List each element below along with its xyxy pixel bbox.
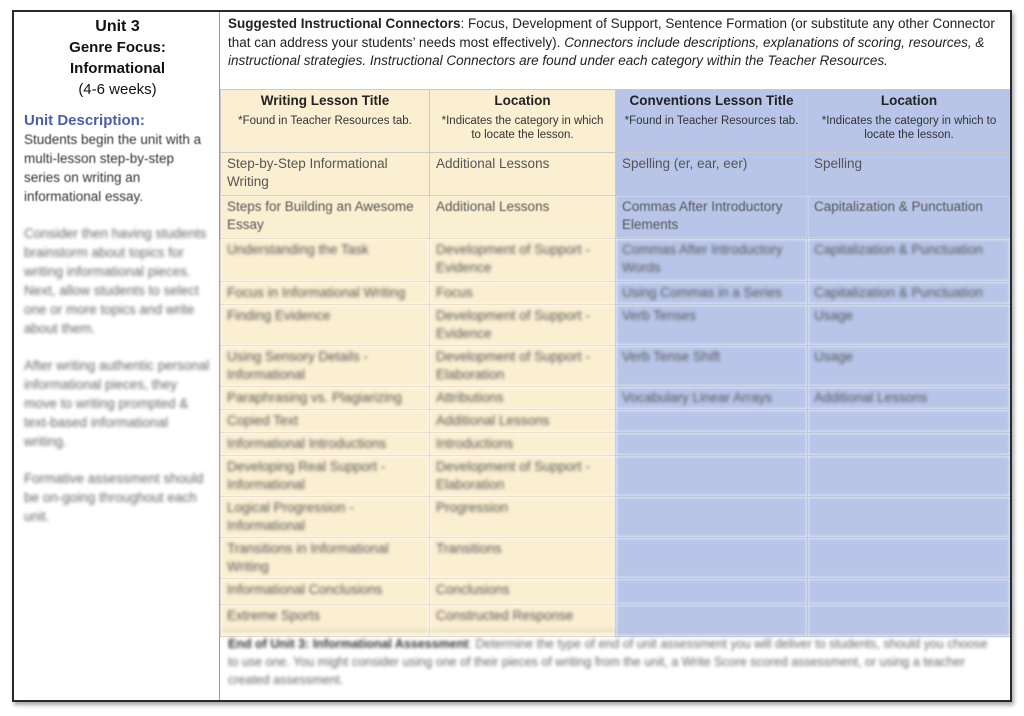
writing-lesson-title-cell: Paraphrasing vs. Plagiarizing [221,387,430,410]
writing-lesson-title-cell: Understanding the Task [221,239,430,282]
table-row [221,433,1011,456]
writing-location-cell: Development of Support - Evidence [430,239,616,282]
lesson-rows [221,153,1011,637]
table-row [221,456,1011,497]
writing-lesson-title-cell: Copied Text [221,410,430,433]
description-paragraph-1: Students begin the unit with a multi-lesson step-by-step series on writing an informational essay. [24,132,202,204]
writing-lesson-title-cell: Logical Progression - Informational [221,497,430,538]
conventions-lesson-title-cell [616,497,808,538]
header-writing-location-note: *Indicates the category in which to locate the lesson. [441,115,604,141]
table-row [221,497,1011,538]
conventions-location-cell: Additional Lessons [808,387,1011,410]
lesson-plan-column [220,12,1010,700]
writing-location-cell: Conclusions [430,579,616,605]
writing-lesson-title-cell: Finding Evidence [221,305,430,346]
table-row [221,410,1011,433]
genre-value: Informational [69,60,165,77]
header-conventions-location [808,90,1011,153]
unit-header [24,16,211,100]
table-row [221,196,1011,239]
writing-location-cell: Additional Lessons [430,196,616,239]
conventions-location-cell [808,538,1011,579]
writing-location-cell: Transitions [430,538,616,579]
writing-location-cell: Additional Lessons [430,153,616,196]
conventions-lesson-title-cell: Verb Tense Shift [616,346,808,387]
header-conventions-lesson-title [616,90,808,153]
table-row [221,282,1011,305]
header-writing-title-text: Writing Lesson Title [260,93,390,108]
writing-location-cell: Attributions [430,387,616,410]
table-row [221,153,1011,196]
conventions-location-cell [808,456,1011,497]
table-row [221,239,1011,282]
conventions-location-cell: Capitalization & Punctuation [808,282,1011,305]
description-paragraph-2: Consider then having students brainstorm about topics for writing informational pieces. Next, allow students to select one or more topics and write about them. [24,226,207,336]
conventions-lesson-title-cell [616,538,808,579]
conventions-lesson-title-cell: Using Commas in a Series [616,282,808,305]
table-row [221,579,1011,605]
unit-overview-column [14,12,220,700]
conventions-lesson-title-cell [616,410,808,433]
conventions-lesson-title-cell: Vocabulary Linear Arrays [616,387,808,410]
table-row [221,538,1011,579]
end-of-unit-assessment [220,630,1010,700]
writing-location-cell: Introductions [430,433,616,456]
writing-lesson-title-cell: Developing Real Support - Informational [221,456,430,497]
connectors-label: Suggested Instructional Connectors [228,16,461,31]
conventions-lesson-title-cell [616,579,808,605]
writing-location-cell: Additional Lessons [430,410,616,433]
writing-lesson-title-cell: Step-by-Step Informational Writing [221,153,430,196]
writing-lesson-title-cell: Focus in Informational Writing [221,282,430,305]
header-writing-lesson-title [221,90,430,153]
header-writing-location-text: Location [494,93,551,108]
unit-plan-page [12,10,1012,702]
header-writing-title-note: *Found in Teacher Resources tab. [238,115,412,127]
conventions-lesson-title-cell [616,456,808,497]
assessment-text: : Determine the type of end of unit assessment you will deliver to students, should you choose to use one. You might consider using one of their pieces of writing from the unit, a Write Score scored assessment, or using a teacher created assessment. [228,637,988,687]
connectors-text: : Focus, Development of Support, Sentence Formation (or substitute any other Connector that can address your students’ needs most effectively). [228,16,995,50]
conventions-location-cell: Capitalization & Punctuation [808,196,1011,239]
conventions-location-cell [808,433,1011,456]
instructional-connectors [220,12,1010,89]
writing-lesson-title-cell: Informational Conclusions [221,579,430,605]
header-conventions-title-text: Conventions Lesson Title [629,93,794,108]
writing-location-cell: Development of Support - Evidence [430,305,616,346]
writing-location-cell: Development of Support - Elaboration [430,346,616,387]
writing-location-cell: Focus [430,282,616,305]
writing-lesson-title-cell: Transitions in Informational Writing [221,538,430,579]
conventions-location-cell [808,497,1011,538]
conventions-lesson-title-cell: Verb Tenses [616,305,808,346]
conventions-location-cell: Usage [808,346,1011,387]
unit-description-heading: Unit Description: [24,112,145,129]
writing-lesson-title-cell: Informational Introductions [221,433,430,456]
writing-location-cell: Constructed Response [430,605,616,637]
conventions-location-cell [808,410,1011,433]
conventions-location-cell [808,579,1011,605]
unit-duration: (4-6 weeks) [78,81,157,98]
genre-label: Genre Focus: [69,39,166,56]
conventions-lesson-title-cell: Commas After Introductory Words [616,239,808,282]
table-row [221,346,1011,387]
conventions-location-cell: Capitalization & Punctuation [808,239,1011,282]
connectors-italic-text: Connectors include descriptions, explanations of scoring, resources, & instructional strategies. Instructional Connectors are found under each category within the Teacher Resources. [228,34,985,68]
conventions-lesson-title-cell: Spelling (er, ear, eer) [616,153,808,196]
header-conventions-title-note: *Found in Teacher Resources tab. [624,115,799,127]
conventions-location-cell: Spelling [808,153,1011,196]
writing-lesson-title-cell: Steps for Building an Awesome Essay [221,196,430,239]
writing-location-cell: Progression [430,497,616,538]
conventions-lesson-title-cell: Commas After Introductory Elements [616,196,808,239]
lessons-table [220,89,1011,637]
writing-lesson-title-cell: Extreme Sports [221,605,430,637]
header-conventions-location-note: *Indicates the category in which to locate the lesson. [821,115,997,141]
description-paragraph-4: Formative assessment should be on-going throughout each unit. [24,471,204,524]
header-conventions-location-text: Location [880,93,938,108]
header-writing-location [430,90,616,153]
unit-title: Unit 3 [95,18,140,35]
writing-lesson-title-cell: Using Sensory Details - Informational [221,346,430,387]
assessment-label: End of Unit 3: Informational Assessment [228,637,469,651]
table-row [221,305,1011,346]
conventions-lesson-title-cell [616,433,808,456]
table-row [221,387,1011,410]
description-paragraph-3: After writing authentic personal informational pieces, they move to writing prompted & text-based informational writing. [24,358,210,449]
conventions-location-cell: Usage [808,305,1011,346]
writing-location-cell: Development of Support - Elaboration [430,456,616,497]
